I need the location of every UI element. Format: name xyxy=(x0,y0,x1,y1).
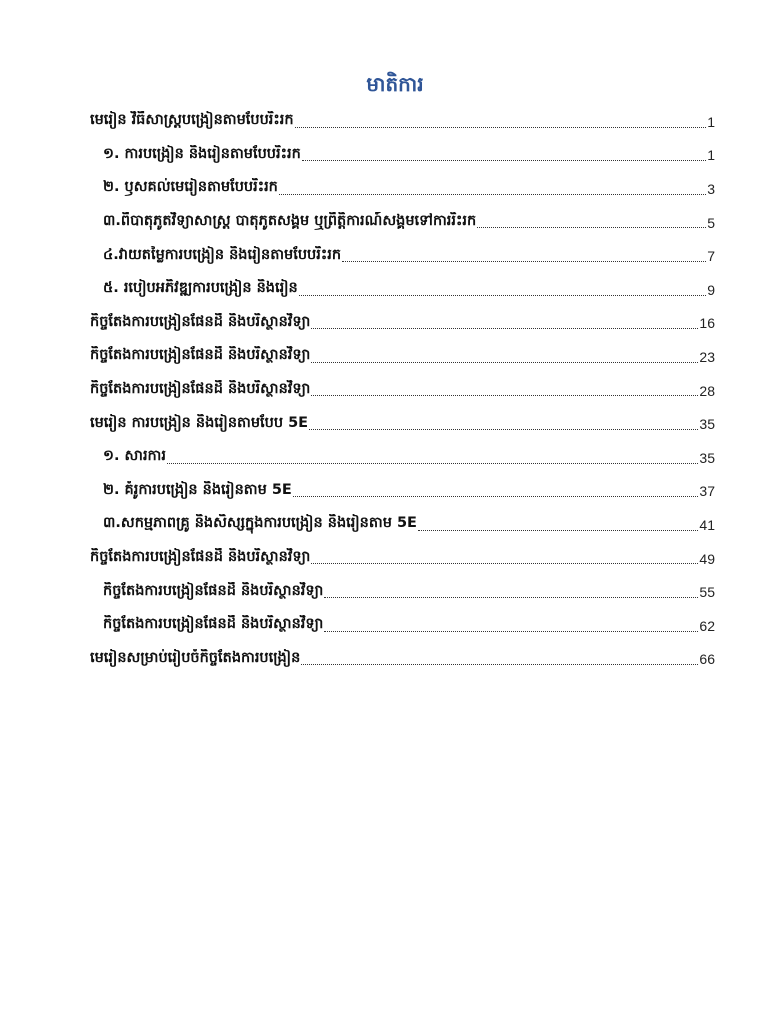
toc-entry[interactable] xyxy=(90,475,715,509)
toc-page-number: 55 xyxy=(699,584,715,601)
toc-dot-leader xyxy=(342,260,706,262)
toc-dot-leader xyxy=(295,126,707,128)
toc-page-number: 37 xyxy=(699,483,715,500)
toc-dot-leader xyxy=(311,327,698,329)
toc-entry[interactable] xyxy=(90,340,715,374)
toc-entry[interactable] xyxy=(90,105,715,139)
toc-entry[interactable] xyxy=(90,508,715,542)
toc-entry-text: ៣.ពីបាតុភូតវិទ្យាសាស្ត្រ បាតុភូតសង្គម ឬព្រឹត្តិការណ៍សង្គមទៅការរិះរក xyxy=(103,213,477,230)
toc-page-number: 1 xyxy=(707,113,715,130)
toc-entry-text: កិច្ចតែងការបង្រៀនផែនដី និងបរិស្ថានវិទ្យា xyxy=(103,582,324,599)
toc-entry[interactable] xyxy=(90,643,715,677)
toc-entry[interactable] xyxy=(90,273,715,307)
toc-page-number: 62 xyxy=(699,617,715,634)
toc-entry-text: ៣.សកម្មភាពគ្រូ និងសិស្សក្នុងការបង្រៀន និងរៀនតាម 5E xyxy=(103,515,417,532)
toc-dot-leader xyxy=(301,663,698,665)
toc-entry-text: ២. គំរូការបង្រៀន និងរៀនតាម 5E xyxy=(103,481,292,498)
toc-entry-text: ៤.វាយតម្លៃការបង្រៀន និងរៀនតាមបែបរិះរក xyxy=(103,246,342,263)
toc-page-number: 35 xyxy=(699,449,715,466)
toc-dot-leader xyxy=(302,159,706,161)
toc-entry-text: ២. ឫសគល់មេរៀនតាមបែបរិះរក xyxy=(103,179,278,196)
toc-entry[interactable] xyxy=(90,139,715,173)
toc-entry-text: មេរៀន វិធីសាស្រ្តបង្រៀនតាមបែបរិះរក xyxy=(90,112,294,129)
toc-entry-text: ១. ការបង្រៀន និងរៀនតាមបែបរិះរក xyxy=(103,145,301,162)
toc-page-number: 9 xyxy=(707,281,715,298)
toc-dot-leader xyxy=(324,596,698,598)
toc-entry[interactable] xyxy=(90,407,715,441)
toc-entry-text: កិច្ចតែងការបង្រៀនផែនដី និងបរិស្ថានវិទ្យា xyxy=(90,381,311,398)
toc-page-number: 66 xyxy=(699,651,715,668)
toc-entry[interactable] xyxy=(90,374,715,408)
toc-entry-text: កិច្ចតែងការបង្រៀនផែនដី និងបរិស្ថានវិទ្យា xyxy=(90,347,311,364)
toc-entry[interactable] xyxy=(90,206,715,240)
toc-page-number: 16 xyxy=(699,315,715,332)
toc-dot-leader xyxy=(311,394,698,396)
toc-entry[interactable] xyxy=(90,542,715,576)
toc-dot-leader xyxy=(477,226,706,228)
toc-entry[interactable] xyxy=(90,172,715,206)
toc-dot-leader xyxy=(311,361,698,363)
toc-page-number: 28 xyxy=(699,382,715,399)
toc-entry-text: មេរៀន ការបង្រៀន និងរៀនតាមបែប 5E xyxy=(90,414,309,431)
toc-dot-leader xyxy=(167,462,698,464)
toc-entry[interactable] xyxy=(90,307,715,341)
toc-entry[interactable] xyxy=(90,441,715,475)
toc-page-number: 49 xyxy=(699,550,715,567)
toc-page-number: 23 xyxy=(699,348,715,365)
toc-entry-text: ៥. របៀបអភិវឌ្ឍការបង្រៀន និងរៀន xyxy=(103,280,298,297)
toc-list xyxy=(90,105,715,676)
toc-dot-leader xyxy=(418,529,698,531)
toc-dot-leader xyxy=(299,294,706,296)
toc-entry-text: មេរៀនសម្រាប់រៀបចំកិច្ចតែងការបង្រៀន xyxy=(90,649,301,666)
toc-dot-leader xyxy=(324,630,698,632)
toc-entry-text: កិច្ចតែងការបង្រៀនផែនដី និងបរិស្ថានវិទ្យា xyxy=(90,549,311,566)
toc-entry[interactable] xyxy=(90,609,715,643)
toc-dot-leader xyxy=(309,428,698,430)
toc-entry[interactable] xyxy=(90,575,715,609)
toc-entry-text: កិច្ចតែងការបង្រៀនផែនដី និងបរិស្ថានវិទ្យា xyxy=(103,616,324,633)
toc-dot-leader xyxy=(293,495,699,497)
toc-page-number: 3 xyxy=(707,180,715,197)
toc-page-number: 7 xyxy=(707,248,715,265)
toc-page-number: 35 xyxy=(699,416,715,433)
toc-title: មាតិការ xyxy=(366,72,424,96)
toc-entry[interactable] xyxy=(90,239,715,273)
toc-page-number: 1 xyxy=(707,147,715,164)
toc-page-number: 5 xyxy=(707,214,715,231)
toc-entry-text: កិច្ចតែងការបង្រៀនផែនដី និងបរិស្ថានវិទ្យា xyxy=(90,313,311,330)
toc-page-number: 41 xyxy=(699,516,715,533)
toc-entry-text: ១. សារការ xyxy=(103,448,166,465)
toc-dot-leader xyxy=(311,562,698,564)
toc-dot-leader xyxy=(279,193,706,195)
